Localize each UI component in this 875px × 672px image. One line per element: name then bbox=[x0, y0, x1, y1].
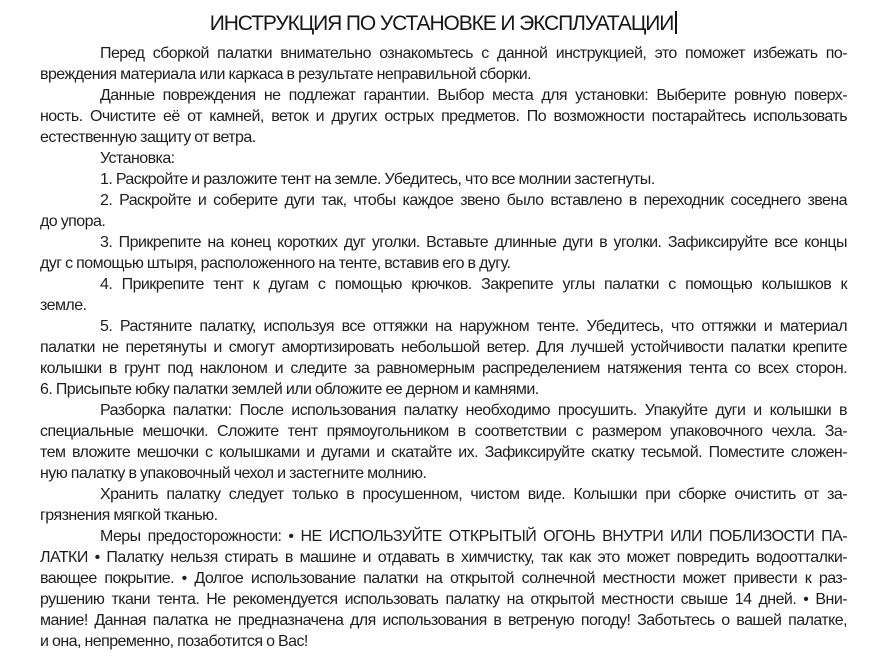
text-line[interactable]: рушению ткани тента. Не рекомендуется использовать палатку на открытой местности свыше 14 дней. • Вни- bbox=[40, 591, 847, 608]
text-line[interactable]: естественную защиту от ветра. bbox=[40, 129, 256, 146]
text-line[interactable]: 4. Прикрепите тент к дугам с помощью крючков. Закрепите углы палатки с помощью колышков к bbox=[100, 276, 847, 293]
paragraph bbox=[40, 169, 847, 190]
text-line[interactable]: Хранить палатку следует только в просушенном, чистом виде. Колышки при сборке очистить от за- bbox=[100, 486, 847, 503]
text-line[interactable]: и она, непременно, позаботится о Вас! bbox=[40, 633, 308, 650]
document-body[interactable] bbox=[40, 43, 847, 652]
text-line[interactable]: 1. Раскройте и разложите тент на земле. Убедитесь, что все молнии застегнуты. bbox=[100, 171, 655, 188]
text-line[interactable]: 6. Присыпьте юбку палатки землей или обложите ее дерном и камнями. bbox=[40, 381, 539, 398]
text-line[interactable]: специальные мешочки. Сложите тент прямоугольником в соответствии с размером упаковочного чехла. За- bbox=[40, 423, 847, 440]
paragraph bbox=[40, 232, 847, 274]
paragraph bbox=[40, 43, 847, 85]
paragraph bbox=[40, 85, 847, 148]
text-line[interactable]: тем вложите мешочки с колышками и дугами и скатайте их. Зафиксируйте скатку тесьмой. Поместите сложен- bbox=[40, 444, 847, 461]
text-line[interactable]: мание! Данная палатка не предназначена для использования в ветреную погоду! Заботьтесь о вашей палатке, bbox=[40, 612, 847, 629]
text-line[interactable]: 3. Прикрепите на конец коротких дуг уголки. Вставьте длинные дуги в уголки. Зафиксируйте все концы bbox=[100, 234, 847, 251]
paragraph bbox=[40, 148, 847, 169]
text-line[interactable]: колышки в грунт под наклоном и следите за равномерным распределением натяжения тента со всех сторон. bbox=[40, 360, 847, 377]
text-line[interactable]: Меры предосторожности: • НЕ ИСПОЛЬЗУЙТЕ ОТКРЫТЫЙ ОГОНЬ ВНУТРИ ИЛИ ПОБЛИЗОСТИ ПА- bbox=[100, 528, 847, 545]
text-line[interactable]: Разборка палатки: После использования палатку необходимо просушить. Упакуйте дуги и колышки в bbox=[100, 402, 847, 419]
text-line[interactable]: Данные повреждения не подлежат гарантии. Выбор места для установки: Выберите ровную поверх- bbox=[100, 87, 847, 104]
paragraph bbox=[40, 400, 847, 484]
text-line[interactable]: Перед сборкой палатки внимательно ознакомьтесь с данной инструкцией, это поможет избежать по- bbox=[100, 45, 847, 62]
text-line[interactable]: ЛАТКИ • Палатку нельзя стирать в машине и отдавать в химчистку, так как это может повредить водоотталки- bbox=[40, 549, 847, 566]
paragraph bbox=[40, 190, 847, 232]
paragraph bbox=[40, 316, 847, 400]
text-line[interactable]: ную палатку в упаковочный чехол и застегните молнию. bbox=[40, 465, 427, 482]
paragraph bbox=[40, 484, 847, 526]
text-cursor bbox=[675, 11, 677, 34]
text-line[interactable]: ность. Очистите её от камней, веток и других острых предметов. По возможности постарайтесь использовать bbox=[40, 108, 847, 125]
text-line[interactable]: земле. bbox=[40, 297, 87, 314]
text-line[interactable]: палатки не перетянуты и смогут амортизировать небольшой ветер. Для лучшей устойчивости палатки крепите bbox=[40, 339, 847, 356]
paragraph bbox=[40, 526, 847, 652]
text-line[interactable]: до упора. bbox=[40, 213, 106, 230]
text-line[interactable]: вреждения материала или каркаса в результате неправильной сборки. bbox=[40, 66, 532, 83]
document-title-text: ИНСТРУКЦИЯ ПО УСТАНОВКЕ И ЭКСПЛУАТАЦИИ bbox=[209, 12, 674, 35]
text-line[interactable]: дуг с помощью штыря, расположенного на тенте, вставив его в дугу. bbox=[40, 255, 511, 272]
text-line[interactable]: Установка: bbox=[100, 150, 175, 167]
text-line[interactable]: 5. Растяните палатку, используя все оттяжки на наружном тенте. Убедитесь, что оттяжки и материал bbox=[100, 318, 847, 335]
document-title[interactable] bbox=[40, 11, 847, 37]
paragraph bbox=[40, 274, 847, 316]
text-line[interactable]: 2. Раскройте и соберите дуги так, чтобы каждое звено было вставлено в переходник соседнего звена bbox=[100, 192, 847, 209]
text-line[interactable]: грязнения мягкой тканью. bbox=[40, 507, 218, 524]
text-line[interactable]: вающее покрытие. • Долгое использование палатки на открытой солнечной местности может привести к раз- bbox=[40, 570, 847, 587]
